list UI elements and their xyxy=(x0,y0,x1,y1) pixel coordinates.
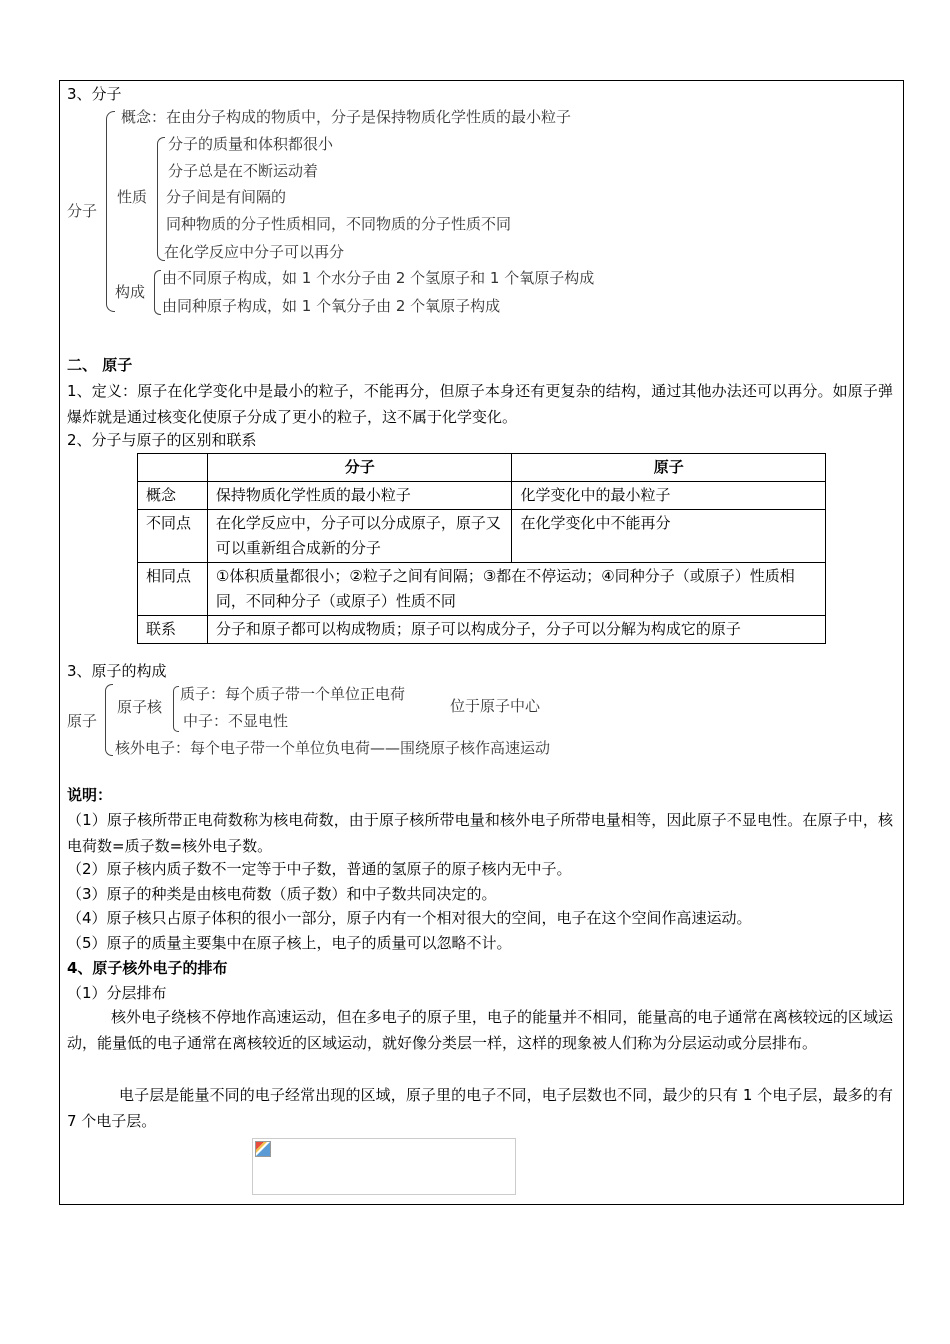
row-label: 相同点 xyxy=(138,563,208,616)
table-header-atom: 原子 xyxy=(512,454,826,482)
composition-item: 由不同原子构成，如 1 个水分子由 2 个氢原子和 1 个氧原子构成 xyxy=(162,269,595,287)
structure-root-label: 原子 xyxy=(67,712,98,730)
nucleus-label: 原子核 xyxy=(117,698,163,716)
comparison-table xyxy=(137,453,826,644)
table-row xyxy=(138,616,826,644)
table-row xyxy=(138,563,826,616)
table-header-empty xyxy=(138,454,208,482)
property-item: 分子间是有间隔的 xyxy=(166,188,287,206)
property-item: 同种物质的分子性质相同，不同物质的分子性质不同 xyxy=(166,215,512,233)
molecule-concept: 概念：在由分子构成的物质中，分子是保持物质化学性质的最小粒子 xyxy=(121,108,572,126)
electron-text: 核外电子：每个电子带一个单位负电荷——围绕原子核作高速运动 xyxy=(115,739,551,757)
electron-heading: 4、原子核外电子的排布 xyxy=(67,959,228,977)
row-label: 联系 xyxy=(138,616,208,644)
neutron-text: 中子：不显电性 xyxy=(183,712,289,730)
table-cell: 化学变化中的最小粒子 xyxy=(512,482,826,510)
row-label: 不同点 xyxy=(138,510,208,563)
broken-image-icon xyxy=(255,1141,271,1157)
table-cell: ①体积质量都很小；②粒子之间有间隔；③都在不停运动；④同种分子（或原子）性质相同，不同种分子（或原子）性质不同 xyxy=(207,563,825,616)
table-row xyxy=(138,510,826,563)
table-cell: 在化学反应中，分子可以分成原子，原子又可以重新组合成新的分子 xyxy=(207,510,512,563)
structure-brace xyxy=(105,684,113,756)
table-header-molecule: 分子 xyxy=(207,454,512,482)
image-placeholder xyxy=(252,1138,516,1195)
composition-item: 由同种原子构成，如 1 个氧分子由 2 个氧原子构成 xyxy=(162,297,501,315)
note-item: （2）原子核内质子数不一定等于中子数，普通的氢原子的原子核内无中子。 xyxy=(67,860,572,878)
property-item: 分子总是在不断运动着 xyxy=(168,162,319,180)
note-item: （1）原子核所带正电荷数称为核电荷数，由于原子核所带电量和核外电子所带电量相等，因此原子不显电性。在原子中，核电荷数=质子数=核外电子数。 xyxy=(67,811,893,855)
property-item: 在化学反应中分子可以再分 xyxy=(164,243,345,261)
note-item: （4）原子核只占原子体积的很小一部分，原子内有一个相对很大的空间，电子在这个空间作高速运动。 xyxy=(67,909,752,927)
proton-text: 质子：每个质子带一个单位正电荷 xyxy=(180,685,406,703)
composition-label: 构成 xyxy=(115,283,146,301)
nucleus-brace xyxy=(173,686,179,732)
comparison-heading: 2、分子与原子的区别和联系 xyxy=(67,431,257,449)
note-item: （3）原子的种类是由核电荷数（质子数）和中子数共同决定的。 xyxy=(67,885,497,903)
table-cell: 分子和原子都可以构成物质；原子可以构成分子，分子可以分解为构成它的原子 xyxy=(207,616,825,644)
atom-heading: 二、 原子 xyxy=(67,356,133,374)
table-row xyxy=(138,482,826,510)
molecule-brace xyxy=(106,111,115,312)
electron-paragraph: 电子层是能量不同的电子经常出现的区域，原子里的电子不同，电子层数也不同，最少的只有 1 个电子层，最多的有 7 个电子层。 xyxy=(67,1086,893,1130)
molecule-root-label: 分子 xyxy=(67,202,98,220)
property-item: 分子的质量和体积都很小 xyxy=(168,135,334,153)
row-label: 概念 xyxy=(138,482,208,510)
table-row xyxy=(138,454,826,482)
molecule-heading: 3、分子 xyxy=(67,85,122,103)
electron-paragraph: 核外电子绕核不停地作高速运动，但在多电子的原子里，电子的能量并不相同，能量高的电子通常在离核较远的区域运动，能量低的电子通常在离核较近的区域运动，就好像分类层一样，这样的现象被人们称为分层运动或分层排布。 xyxy=(67,1008,893,1052)
structure-heading: 3、原子的构成 xyxy=(67,662,167,680)
electron-subheading: （1）分层排布 xyxy=(67,984,167,1002)
note-item: （5）原子的质量主要集中在原子核上，电子的质量可以忽略不计。 xyxy=(67,934,512,952)
notes-title: 说明： xyxy=(67,786,113,804)
composition-brace xyxy=(154,270,161,315)
atom-definition: 1、定义：原子在化学变化中是最小的粒子，不能再分，但原子本身还有更复杂的结构，通过其他办法还可以再分。如原子弹爆炸就是通过核变化使原子分成了更小的粒子，这不属于化学变化。 xyxy=(67,382,893,426)
table-cell: 保持物质化学性质的最小粒子 xyxy=(207,482,512,510)
property-label: 性质 xyxy=(117,188,148,206)
table-cell: 在化学变化中不能再分 xyxy=(512,510,826,563)
center-text: 位于原子中心 xyxy=(450,697,541,715)
